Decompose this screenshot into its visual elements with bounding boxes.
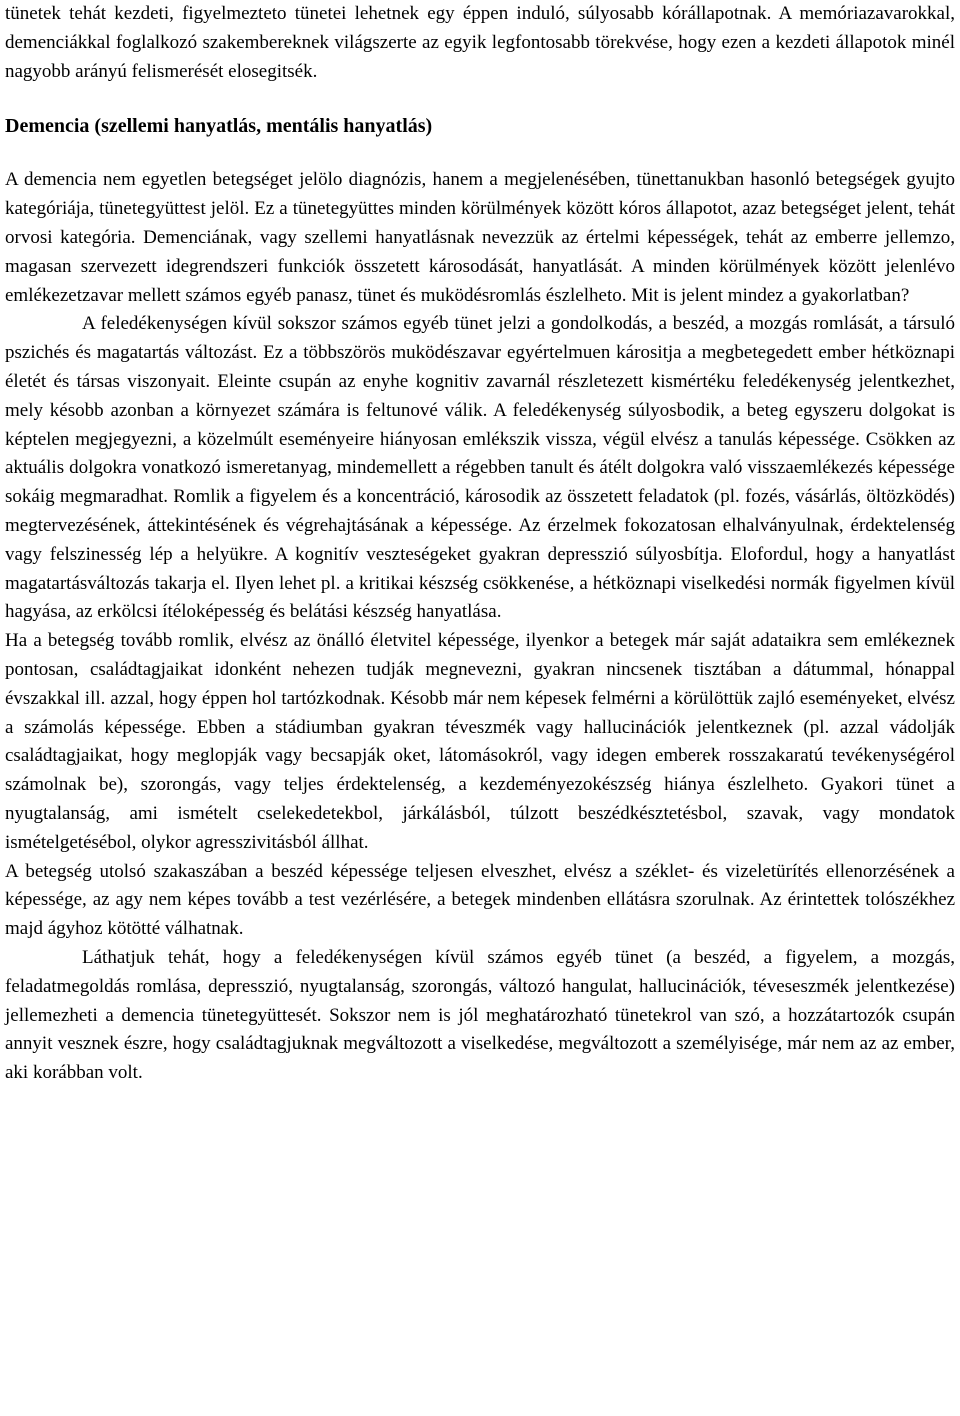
section-heading: Demencia (szellemi hanyatlás, mentális hanyatlás) (5, 115, 433, 138)
document-page (5, 0, 955, 1088)
intro-paragraph: tünetek tehát kezdeti, figyelmezteto tünetei lehetnek egy éppen induló, súlyosabb kórállapotnak. A memóriazavarokkal, demenciákkal foglalkozó szakembereknek világszerte az egyik legfontosabb törekvése, hogy ezen a kezdeti állapotok minél nagyobb arányú felismerését elosegitsék. (5, 3, 955, 82)
paragraph-summary: Láthatjuk tehát, hogy a feledékenységen kívül számos egyéb tünet (a beszéd, a figyelem, a mozgás, feladatmegoldás romlása, depresszió, nyugtalanság, szorongás, változó hangulat, hallucinációk, téveseszmék jelentkezése) jellemezheti a demencia tünetegyüttesét. Sokszor nem is jól meghatározható tünetekrol van szó, a hozzátartozók csupán annyit vesznek észre, hogy családtagjuknak megváltozott a viselkedése, megváltozott a személyisége, már nem az az ember, aki korábban volt. (5, 946, 955, 1084)
paragraph-progression: Ha a betegség tovább romlik, elvész az önálló életvitel képessége, ilyenkor a betegek már saját adataikra sem emlékeznek pontosan, családtagjaikat idonként nehezen tudják megnevezni, gyakran nincsenek tisztában a dátummal, hónappal évszakkal ill. azzal, hogy éppen hol tartózkodnak. Késobb már nem képesek felmérni a körülöttük zajló eseményeket, elvész a számolás képessége. Ebben a stádiumban gyakran téveszmék vagy hallucinációk jelentkeznek (pl. azzal vádolják családtagjaikat, hogy meglopják vagy becsapják oket, látomásokról, vagy idegen emberek rosszakaratú tevékenységérol számolnak be), szorongás, vagy teljes érdektelenség, a kezdeményezokészség hiánya észlelheto. Gyakori tünet a nyugtalanság, ami ismételt cselekedetekbol, járkálásból, túlzott beszédkésztetésbol, szavak, vagy mondatok ismételgetésébol, olykor agresszivitásból állhat. (5, 630, 955, 853)
paragraph-definition: A demencia nem egyetlen betegséget jelölo diagnózis, hanem a megjelenésében, tünettanukban hasonló betegségek gyujto kategóriája, tünetegyüttest jelöl. Ez a tünetegyüttes minden körülmények között kóros állapotot, azaz betegséget jelent, tehát orvosi kategória. Demenciának, vagy szellemi hanyatlásnak nevezzük az értelmi képességek, tehát az emberre jellemzo, magasan szervezett idegrendszeri funkciók összetett károsodását, hanyatlását. A minden körülmények között jelenlévo emlékezetzavar mellett számos egyéb panasz, tünet és muködésromlás észlelheto. Mit is jelent mindez a gyakorlatban? (5, 169, 955, 306)
paragraph-final-stage: A betegség utolsó szakaszában a beszéd képessége teljesen elveszhet, elvész a széklet- és vizeletürítés ellenorzésének a képessége, az agy nem képes tovább a test vezérlésére, a betegek mindenben ellátásra szorulnak. Az érintettek tolószékhez majd ágyhoz kötötté válhatnak. (5, 860, 955, 940)
paragraph-symptoms: A feledékenységen kívül sokszor számos egyéb tünet jelzi a gondolkodás, a beszéd, a mozgás romlását, a társuló pszichés és magatartás változást. Ez a többszörös muködészavar egyértelmuen kárositja a megbetegedett ember hétköznapi életét és társas viszonyait. Eleinte csupán az enyhe kognitiv zavarnál részletezett kismértéku feledékenység jelentkezhet, mely késobb azonban a környezet számára is feltunové válik. A feledékenység súlyosbodik, a beteg egyszeru dolgokat is képtelen megjegyezni, a közelmúlt eseményeire hiányosan emlékszik vissza, végül elvész a tanulás képessége. Csökken az aktuális dolgokra vonatkozó ismeretanyag, mindemellett a régebben tanult és átélt dolgokra való visszaemlékezés képessége sokáig megmaradhat. Romlik a figyelem és a koncentráció, károsodik az összetett feladatok (pl. fozés, vásárlás, öltözködés) megtervezésének, áttekintésének és végrehajtásának a képessége. Az érzelmek fokozatosan elhalványulnak, érdektelenség vagy felszinesség lép a helyükre. A kognitív veszteségeket gyakran depresszió súlyosbítja. Elofordul, hogy a hanyatlást magatartásváltozás takarja el. Ilyen lehet pl. a kritikai készség csökkenése, a hétköznapi viselkedési normák figyelmen kívül hagyása, az erkölcsi ítéloképesség és belátási készség hanyatlása. (5, 313, 955, 623)
